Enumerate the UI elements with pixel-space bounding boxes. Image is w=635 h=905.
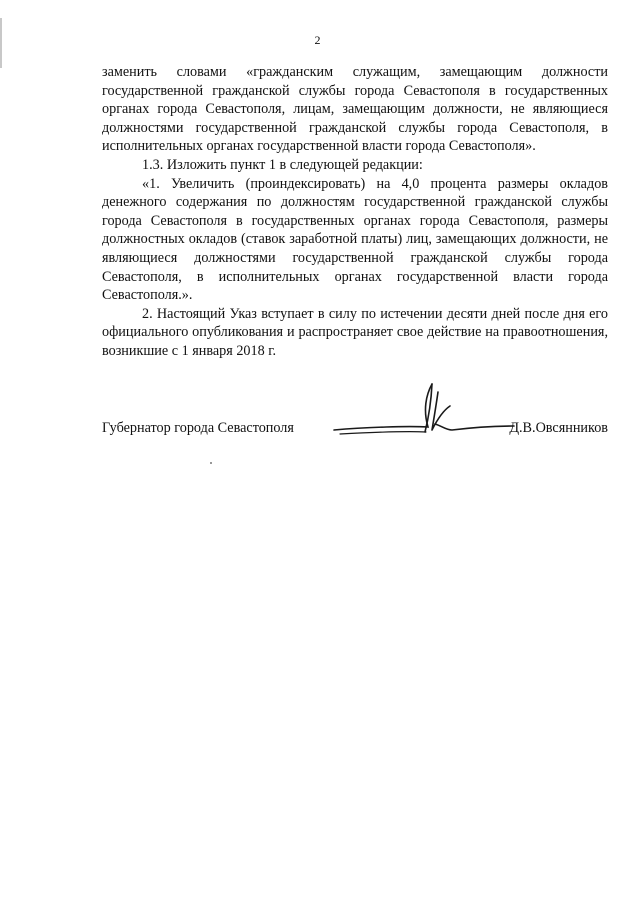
document-body (102, 63, 608, 361)
signatory-title: Губернатор города Севастополя (102, 420, 294, 436)
paragraph-replacement-text: заменить словами «гражданским служащим, замещающим должности государственной гражданской службы города Севастополя в государственных органах города Севастополя, лицам, замещающим должности, не являющиеся должностями государственной гражданской службы города Севастополя, в исполнительных органах государственной власти города Севастополя». (102, 64, 608, 155)
paragraph-item-2: 2. Настоящий Указ вступает в силу по истечении десяти дней после дня его официального опубликования и распространяет свое действие на правоотношения, возникшие с 1 января 2018 г. (102, 305, 608, 359)
page-number: 2 (314, 33, 321, 47)
paragraph-new-item-1: «1. Увеличить (проиндексировать) на 4,0 процента размеры окладов денежного содержания по должностям государственной гражданской службы города Севастополя в государственных органах города Севастополя, размеры должностных окладов (ставок заработной платы) лиц, замещающих должности, не являющиеся должностями государственной гражданской службы города Севастополя, в исполнительных органах государственной власти города Севастополя.». (102, 175, 608, 304)
signature-block (102, 420, 608, 450)
scan-dot (210, 462, 212, 464)
paragraph-item-1-3: 1.3. Изложить пункт 1 в следующей редакции: (142, 156, 423, 173)
handwritten-signature (328, 380, 518, 460)
signatory-name: Д.В.Овсянников (509, 420, 608, 436)
